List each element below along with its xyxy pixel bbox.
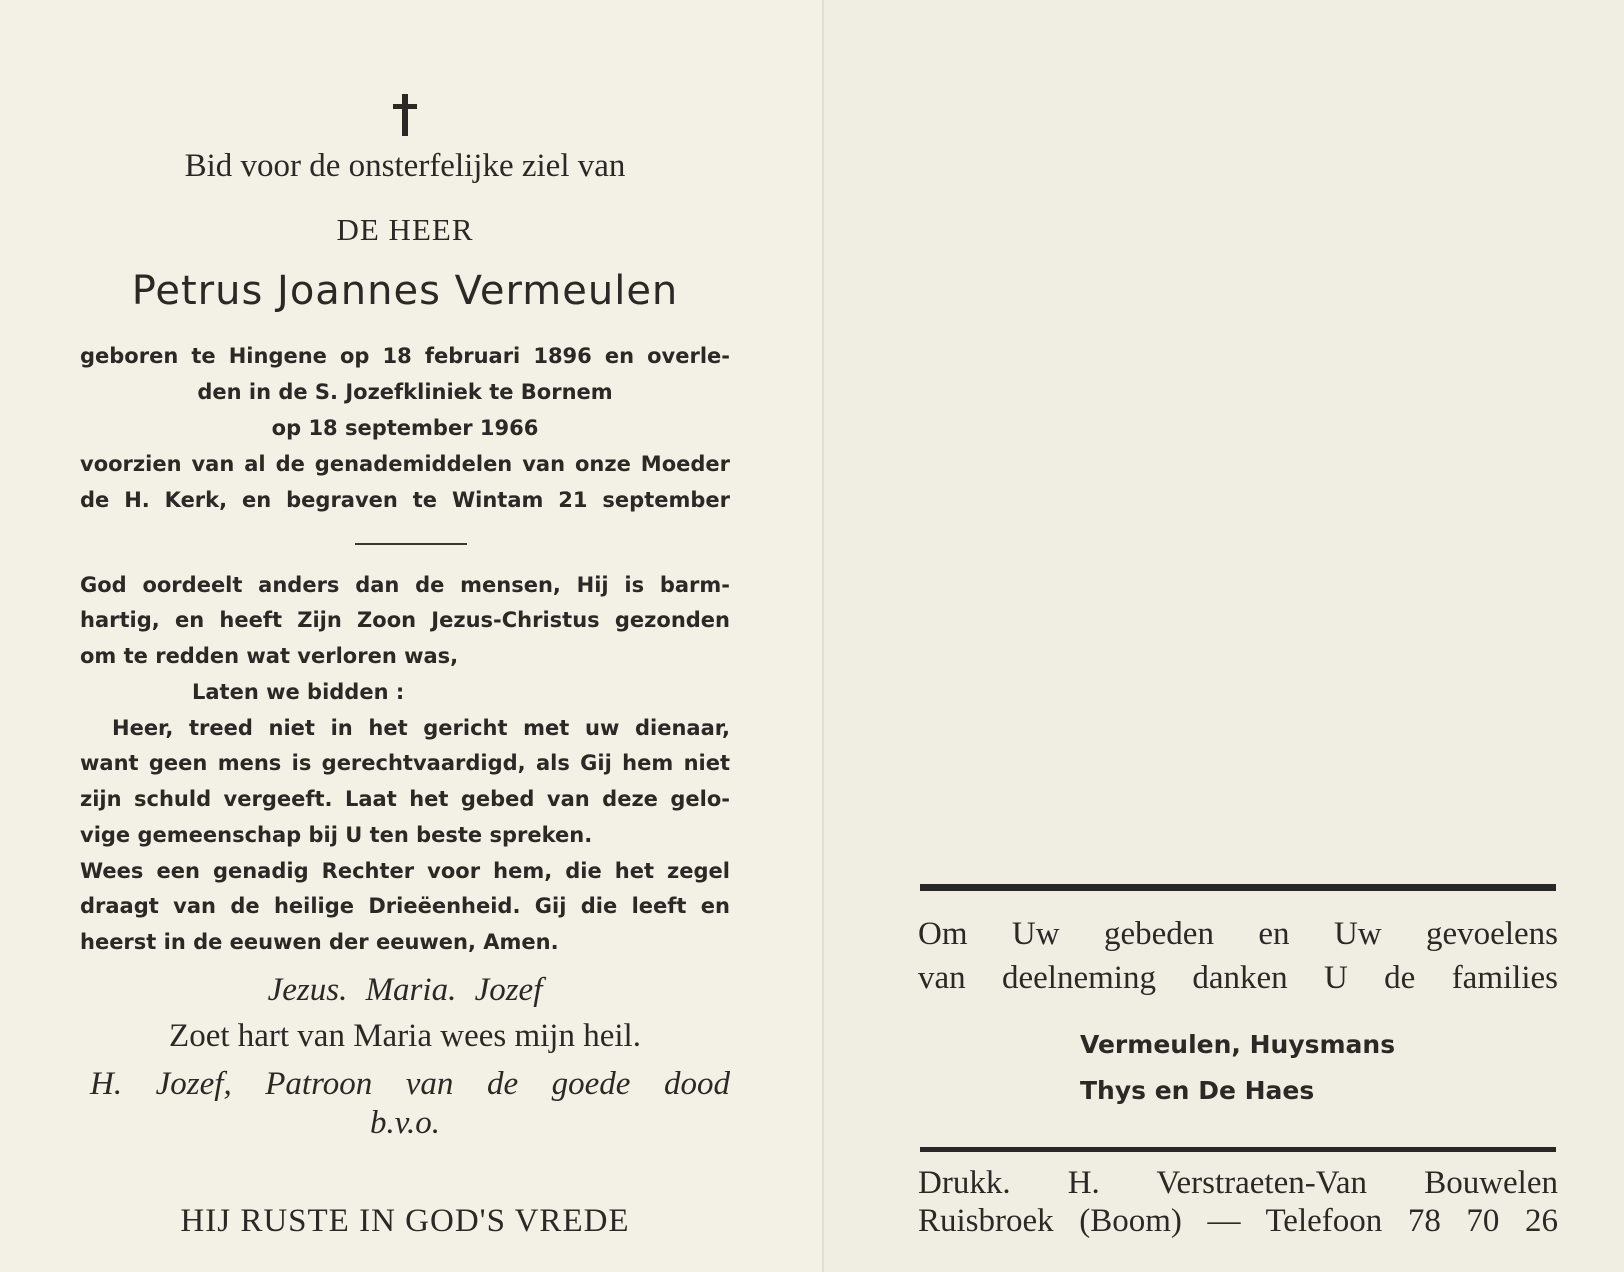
deceased-name: Petrus Joannes Vermeulen (131, 268, 679, 314)
bio-line: de H. Kerk, en begraven te Wintam 21 september (80, 488, 730, 512)
prayer-line: Laten we bidden : (192, 680, 405, 704)
prayer-line: want geen mens is gerechtvaardigd, als Gij hem niet (80, 751, 730, 775)
closing-line: HIJ RUSTE IN GOD'S VREDE (180, 1203, 630, 1239)
printer-line: Drukk. H. Verstraeten-Van Bouwelen (918, 1165, 1558, 1201)
prayer-line: hartig, en heeft Zijn Zoon Jezus-Christus gezonden (80, 608, 730, 632)
card-fold (822, 0, 824, 1272)
divider (355, 543, 467, 545)
bio-line: geboren te Hingene op 18 februari 1896 en overle- (80, 344, 730, 368)
invocation: b.v.o. (370, 1105, 440, 1141)
family-names: Vermeulen, Huysmans (1080, 1030, 1396, 1059)
invocation: H. Jozef, Patroon van de goede dood (90, 1066, 730, 1102)
prayer-line: vige gemeenschap bij U ten beste spreken. (80, 823, 593, 847)
prayer-line: heerst in de eeuwen der eeuwen, Amen. (80, 930, 559, 954)
family-names: Thys en De Haes (1080, 1076, 1315, 1105)
prayer-line: God oordeelt anders dan de mensen, Hij is barm- (80, 573, 730, 597)
invocation: Jezus. Maria. Jozef (267, 972, 543, 1008)
bio-line: den in de S. Jozefkliniek te Bornem (197, 380, 613, 404)
honorific: DE HEER (336, 212, 474, 247)
top-rule (920, 884, 1556, 891)
thanks-line: van deelneming danken U de families (918, 960, 1558, 996)
latin-cross-icon (385, 92, 425, 138)
bio-line: voorzien van al de genademiddelen van onze Moeder (80, 452, 730, 476)
prayer-line: draagt van de heilige Drieëenheid. Gij die leeft en (80, 894, 730, 918)
thanks-line: Om Uw gebeden en Uw gevoelens (918, 916, 1558, 952)
prayer-line: om te redden wat verloren was, (80, 644, 459, 668)
prayer-line: Wees een genadig Rechter voor hem, die het zegel (80, 859, 730, 883)
invocation: Zoet hart van Maria wees mijn heil. (169, 1018, 641, 1054)
prayer-line: zijn schuld vergeeft. Laat het gebed van deze gelo- (80, 787, 730, 811)
bio-line: op 18 september 1966 (271, 416, 539, 440)
printer-line: Ruisbroek (Boom) — Telefoon 78 70 26 (918, 1203, 1558, 1239)
bottom-rule (920, 1147, 1556, 1152)
prayer-line: Heer, treed niet in het gericht met uw dienaar, (112, 716, 730, 740)
prayer-intro: Bid voor de onsterfelijke ziel van (184, 148, 626, 184)
